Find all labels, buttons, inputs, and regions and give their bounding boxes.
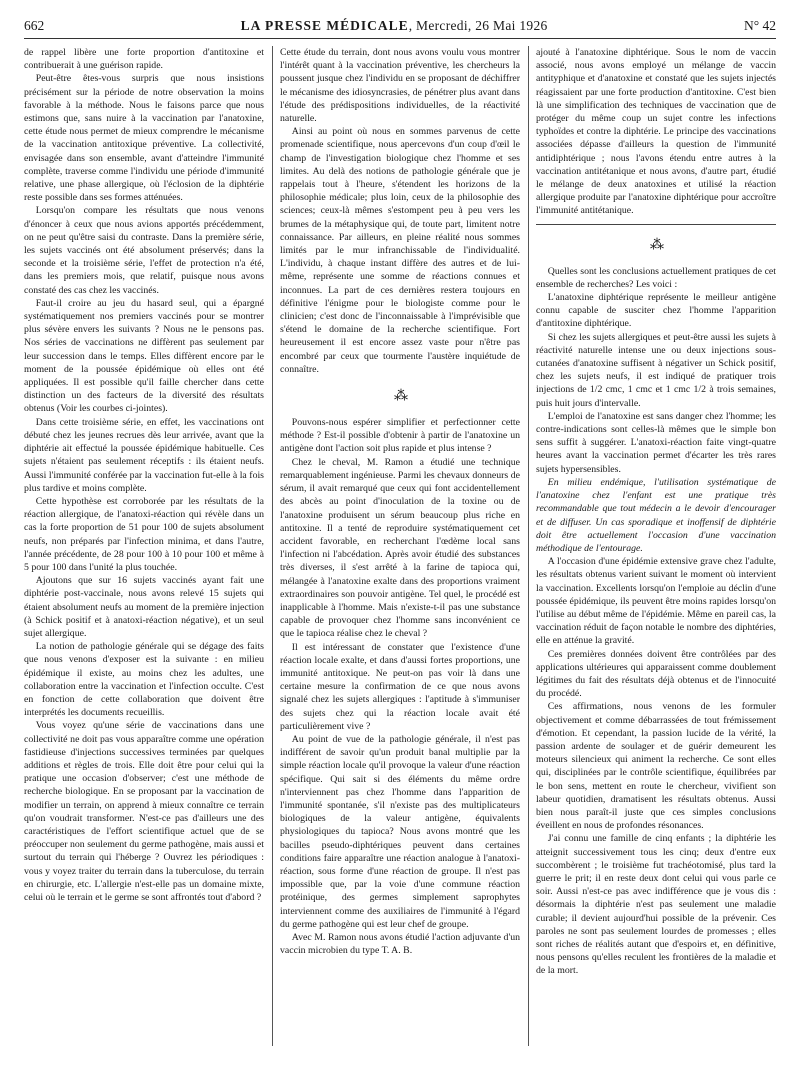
journal-name: LA PRESSE MÉDICALE	[240, 18, 409, 33]
paragraph: Cette étude du terrain, dont nous avons voulu vous montrer l'intérêt quant à la vaccination préventive, les chercheurs la poussent jusque chez l'individu en se proposant de déchiffrer le mécanisme des idiosyncrasies, de pénétrer plus avant dans l'étude des prédispositions individuelles, de la réactivité naturelle.	[280, 47, 520, 125]
paragraph: Faut-il croire au jeu du hasard seul, qui a épargné systématiquement nos premiers vaccinés pour se montrer plus sévère envers les suivants ? Nous ne le pensons pas. Nos séries de vaccinations ne diffèrent pas seulement par leur succession dans le temps. Elles diffèrent encore par le moment de la poussée épidémique où elles ont été appliquées. Il est possible qu'il faille chercher dans cette distinction un des facteurs de la diversité des résultats obtenus (Voir les courbes ci-jointes).	[24, 297, 264, 415]
paragraph: Ajoutons que sur 16 sujets vaccinés ayant fait une diphtérie post-vaccinale, nous avons relevé 15 sujets qui étaient absolument neufs au moment de la première injection (à Schick positif et à anatoxi-réaction négative), et un seul sujet allergique.	[24, 575, 264, 639]
paragraph: Avec M. Ramon nous avons étudié l'action adjuvante d'un vaccin microbien du type T. A. B.	[280, 932, 520, 957]
page-header	[24, 14, 776, 39]
section-break-asterism: ⁂	[394, 389, 406, 405]
paragraph: ajouté à l'anatoxine diphtérique. Sous le nom de vaccin associé, nous avons employé un mélange de vaccin antityphique et d'anatoxine et constaté que les sujets injectés réagissaient par une forte production d'antitoxine. C'est bien là une simplification des techniques de vaccination que de protéger du même coup un sujet contre les infections typhoïdes et contre la diphtérie. Le principe des vaccinations associées dépasse d'ailleurs la question de l'immunité antidiphtérique ; nous l'avons étendu entre autres à la vaccination antitétanique et nous avons, d'autre part, étudié le mélange de deux anatoxines et utilisé la réaction allergique produite par l'anatoxine diphtérique pour accroître l'immunité antitétanique.	[536, 47, 776, 217]
paragraph: Chez le cheval, M. Ramon a étudié une technique remarquablement ingénieuse. Parmi les chevaux donneurs de sérum, il avait remarqué que ceux qui font accidentellement des abcès au point d'inoculation de la toxine ou de l'anatoxine produisent un sérum beaucoup plus riche en antitoxine. Il a tenté de reproduire systématiquement cet accident favorable, en recherchant l'œdème local sans l'infection ni l'abcédation. Après avoir étudié des substances très diverses, il s'est arrêté à la farine de tapioca qui, mélangée à l'anatoxine exalte dans des proportions vraiment extraordinaires son pouvoir antigène. Tel quel, le procédé est inapplicable à l'homme. Mais n'existe-t-il pas une substance capable de provoquer chez l'homme sans inconvénient ce que le tapioca réalise chez le cheval ?	[280, 456, 520, 640]
paragraph: L'anatoxine diphtérique représente le meilleur antigène connu capable de susciter chez l'homme l'apparition d'antitoxine diphtérique.	[536, 292, 776, 330]
paragraph: La notion de pathologie générale qui se dégage des faits que nous venons d'exposer est la suivante : en milieu épidémique il existe, au moins chez les adultes, une collaboration entre la vaccination et l'infection occulte. C'est en fonction de cette collaboration que doivent être interprétés les documents recueillis.	[24, 641, 264, 719]
paragraph: Lorsqu'on compare les résultats que nous venons d'énoncer à ceux que nous avions apportés précédemment, on ne peut qu'être saisi du contraste. Dans la première série, les sujets vaccinés ont été absolument préservés; dans la seconde et la troisième série, l'effet de protection n'a été, dans les premiers mois, que relatif, puisque nous avons constaté des cas chez les vaccinés.	[24, 205, 264, 296]
paragraph: Vous voyez qu'une série de vaccinations dans une collectivité ne doit pas vous apparaître comme une opération fastidieuse d'injections successives terminées par quelques additions et règles de trois. Elle doit être pour celui qui la pratique une occasion d'observer; c'est une méthode de recherche biologique. En se proposant par la vaccination de modifier un terrain, on apprend à mieux connaître ce terrain qu'on voudrait transformer. N'est-ce pas d'ailleurs une des caractéristiques de l'effort scientifique actuel que de se préoccuper non seulement du germe pathogène, mais aussi et surtout du terrain qui l'héberge ? Ouvrez les périodiques : vous y voyez traiter du terrain dans la tuberculose, du terrain en chirurgie, etc. L'allergie n'est-elle pas un domaine mixte, celui où le terrain et le germe se sont affrontés tout d'abord ?	[24, 720, 264, 903]
paragraph: Si chez les sujets allergiques et peut-être aussi les sujets à réactivité naturelle intense une ou deux injections sous-cutanées d'anatoxine suffisent à négativer un Schick positif, chez les sujets neufs, il est indiqué de pratiquer trois injections de 1/2 cmc, 1 cmc et 1 cmc 1/2 à trois semaines, puis huit jours d'intervalle.	[536, 331, 776, 409]
paragraph: Dans cette troisième série, en effet, les vaccinations ont débuté chez les jeunes recrues dès leur arrivée, avant que la diphtérie ait effectué la poussée épidémique habituelle. Ces sujets n'étaient pas seulement réceptifs : ils étaient neufs. Aussi l'immunité conférée par la vaccination fut-elle à la fois plus tardive et moins complète.	[24, 416, 264, 494]
paragraph: J'ai connu une famille de cinq enfants ; la diphtérie les atteignit successivement tous les cinq; deux d'entre eux succombèrent ; le troisième fut trachéotomisé, plus tard la guerre le prit; il en reste deux dont celui qui vous parle ce soir. Aussi n'est-ce pas avec indifférence que je vous dis : désormais la diphtérie n'est pas seulement une maladie curable; il devient aujourd'hui possible de la prévenir. Ces paroles ne sont pas seulement lourdes de promesses ; elles sont riches de réalités autant que d'espoirs et, en définitive, nous pensons qu'elles reculent les frontières de la maladie et de la mort.	[536, 833, 776, 977]
issue-number: N° 42	[743, 18, 776, 33]
paragraph: Au point de vue de la pathologie générale, il n'est pas indifférent de savoir qu'un produit banal multiplie par la simple réaction locale qu'il provoque la valeur d'une réaction spécifique. Qui sait si des éléments du même ordre n'interviennent pas chez l'homme dans l'apparition de l'immunité spontanée, s'il n'existe pas des multiplicateurs biologiques de la valeur antigène, équivalents physiologiques du tapioca? Nous avons montré que les bacilles pseudo-diphtériques peuvent dans certaines conditions faire apparaître une réaction analogue à l'anatoxi-réaction, sous forme d'une réaction de groupe. Il n'est pas impossible que, par la voie d'une commune réaction protéinique, des germes simplement saprophytes interviennent comme des auxiliaires de l'immunité à l'égard du germe pathogène qui est leur chef de groupe.	[280, 733, 520, 930]
paragraph: Il est intéressant de constater que l'existence d'une réaction locale exalte, et dans d'aussi fortes proportions, une immunité antitoxique. Ne peut-on pas voir là dans une certaine mesure la confirmation de ce que nous avons signalé chez les sujets allergiques : l'aptitude à s'immuniser des sujets chez qui la réaction locale avait été particulièrement vive ?	[280, 641, 520, 732]
paragraph: Quelles sont les conclusions actuellement pratiques de cet ensemble de recherches? Les voici :	[536, 265, 776, 290]
paragraph: Ces affirmations, nous venons de les formuler objectivement et comme débarrassées de tout frémissement d'émotion. Et cependant, la passion lucide de la vérité, la passion ardente de soulager et de guérir demeurent les moteurs silencieux qui animent la recherche. Ce sont elles qui, disciplinées par le contrôle scientifique, équilibrées par le bon sens, mettent en route le chercheur, vivifient son labeur quotidien, dramatisent les résultats obtenus. Aussi bien nous paraît-il juste que ces simples conclusions éveillent en nous de profondes résonances.	[536, 701, 776, 832]
issue-date: , Mercredi, 26 Mai 1926	[408, 18, 548, 33]
paragraph: A l'occasion d'une épidémie extensive grave chez l'adulte, les résultats obtenus varient suivant le moment où intervient la vaccination. Excellents lorsqu'on l'emploie au déclin d'une poussée épidémique, ils peuvent être moins rapides lorsqu'on l'utilise au début même de l'épidémie. Même en pareil cas, la vaccination réduit de façon notable le nombre des diphtéries, elle en atténue la gravité.	[536, 556, 776, 647]
column-divider	[272, 46, 273, 1046]
article-body	[24, 46, 776, 1046]
paragraph: Cette hypothèse est corroborée par les résultats de la réaction allergique, de l'anatoxi-réaction qui révèle dans un cas la forte proportion de 51 pour 100 de sujets absolument neufs, non préparés par l'infection minima, et dans l'autre, l'année précédente, de 28 pour 100 à 10 pour 100 et même à 5 pour 100 dans l'unité la plus touchée.	[24, 495, 264, 573]
paragraph: de rappel libère une forte proportion d'antitoxine et contribuerait à une guérison rapide.	[24, 47, 264, 72]
paragraph: Peut-être êtes-vous surpris que nous insistions précisément sur la période de notre observation la moins favorable à la méthode. Nous le faisons parce que nous estimons que, sans nuire à la vaccination par l'anatoxine, cette étude nous permet de mieux comprendre le mécanisme de la vaccination antitoxique préventive. La collectivité, envisagée dans son ensemble, avant d'atteindre l'immunité complète, traverse comme l'individu une période d'immunité relative, une phase allergique, où l'éclosion de la diphtérie reste possible dans ses formes atténuées.	[24, 73, 264, 204]
paragraph: Pouvons-nous espérer simplifier et perfectionner cette méthode ? Est-il possible d'obtenir à partir de l'anatoxine un antigène dont l'action soit plus rapide et plus intense ?	[280, 417, 520, 455]
paragraph: Ces premières données doivent être contrôlées par des applications ultérieures qui apparaissent comme doublement légitimes du fait des résultats déjà obtenus et de l'innocuité du procédé.	[536, 648, 776, 700]
section-rule	[536, 224, 776, 225]
paragraph: En milieu endémique, l'utilisation systématique de l'anatoxine chez l'enfant est une pratique très recommandable que tout médecin a le devoir d'encourager et de diffuser. Un cas sporadique et inoffensif de diphtérie doit être actuellement l'occasion d'une vaccination méthodique de l'entourage.	[536, 476, 776, 554]
paragraph: Ainsi au point où nous en sommes parvenus de cette promenade scientifique, nous apercevons d'un coup d'œil le champ de l'investigation biologique chez l'homme et ses limites. Au delà des notions de pathologie générale que je rappelais tout à l'heure, s'étendent les horizons de la philosophie médicale; plus loin, ceux de la philosophie des sciences; ceux-là mêmes s'estompent peu à peu vers les brumes de la métaphysique qui, de toute part, limitent notre connaissance. Par ailleurs, en pleine réalité nous sommes limités par le mur infranchissable de l'individualité. L'individu, à chaque instant diffère des autres et de lui-même, représente une somme de réactions connues et inconnues. La part de ces dernières restera toujours en définitive l'énigme pour le biologiste comme pour le clinicien; c'est donc de l'inconnaissable à l'imprévisible que s'étend le domaine de la recherche scientifique. Fort heureusement il est encore assez vaste pour n'être pas encombré par ceux que tourmente l'austère inquiétude de connaître.	[280, 126, 520, 375]
page-number: 662	[24, 18, 45, 33]
column-left	[24, 46, 264, 1046]
section-break-asterism: ⁂	[650, 237, 662, 253]
journal-title-line	[44, 18, 744, 34]
column-right	[536, 46, 776, 1046]
column-divider	[528, 46, 529, 1046]
paragraph: L'emploi de l'anatoxine est sans danger chez l'homme; les contre-indications sont celles-là mêmes que le simple bon sens suffit à suggérer. L'anatoxi-réaction faite vingt-quatre heures avant la vaccination permet d'écarter les très rares sujets hypersensibles.	[536, 410, 776, 475]
column-middle	[280, 46, 520, 1046]
